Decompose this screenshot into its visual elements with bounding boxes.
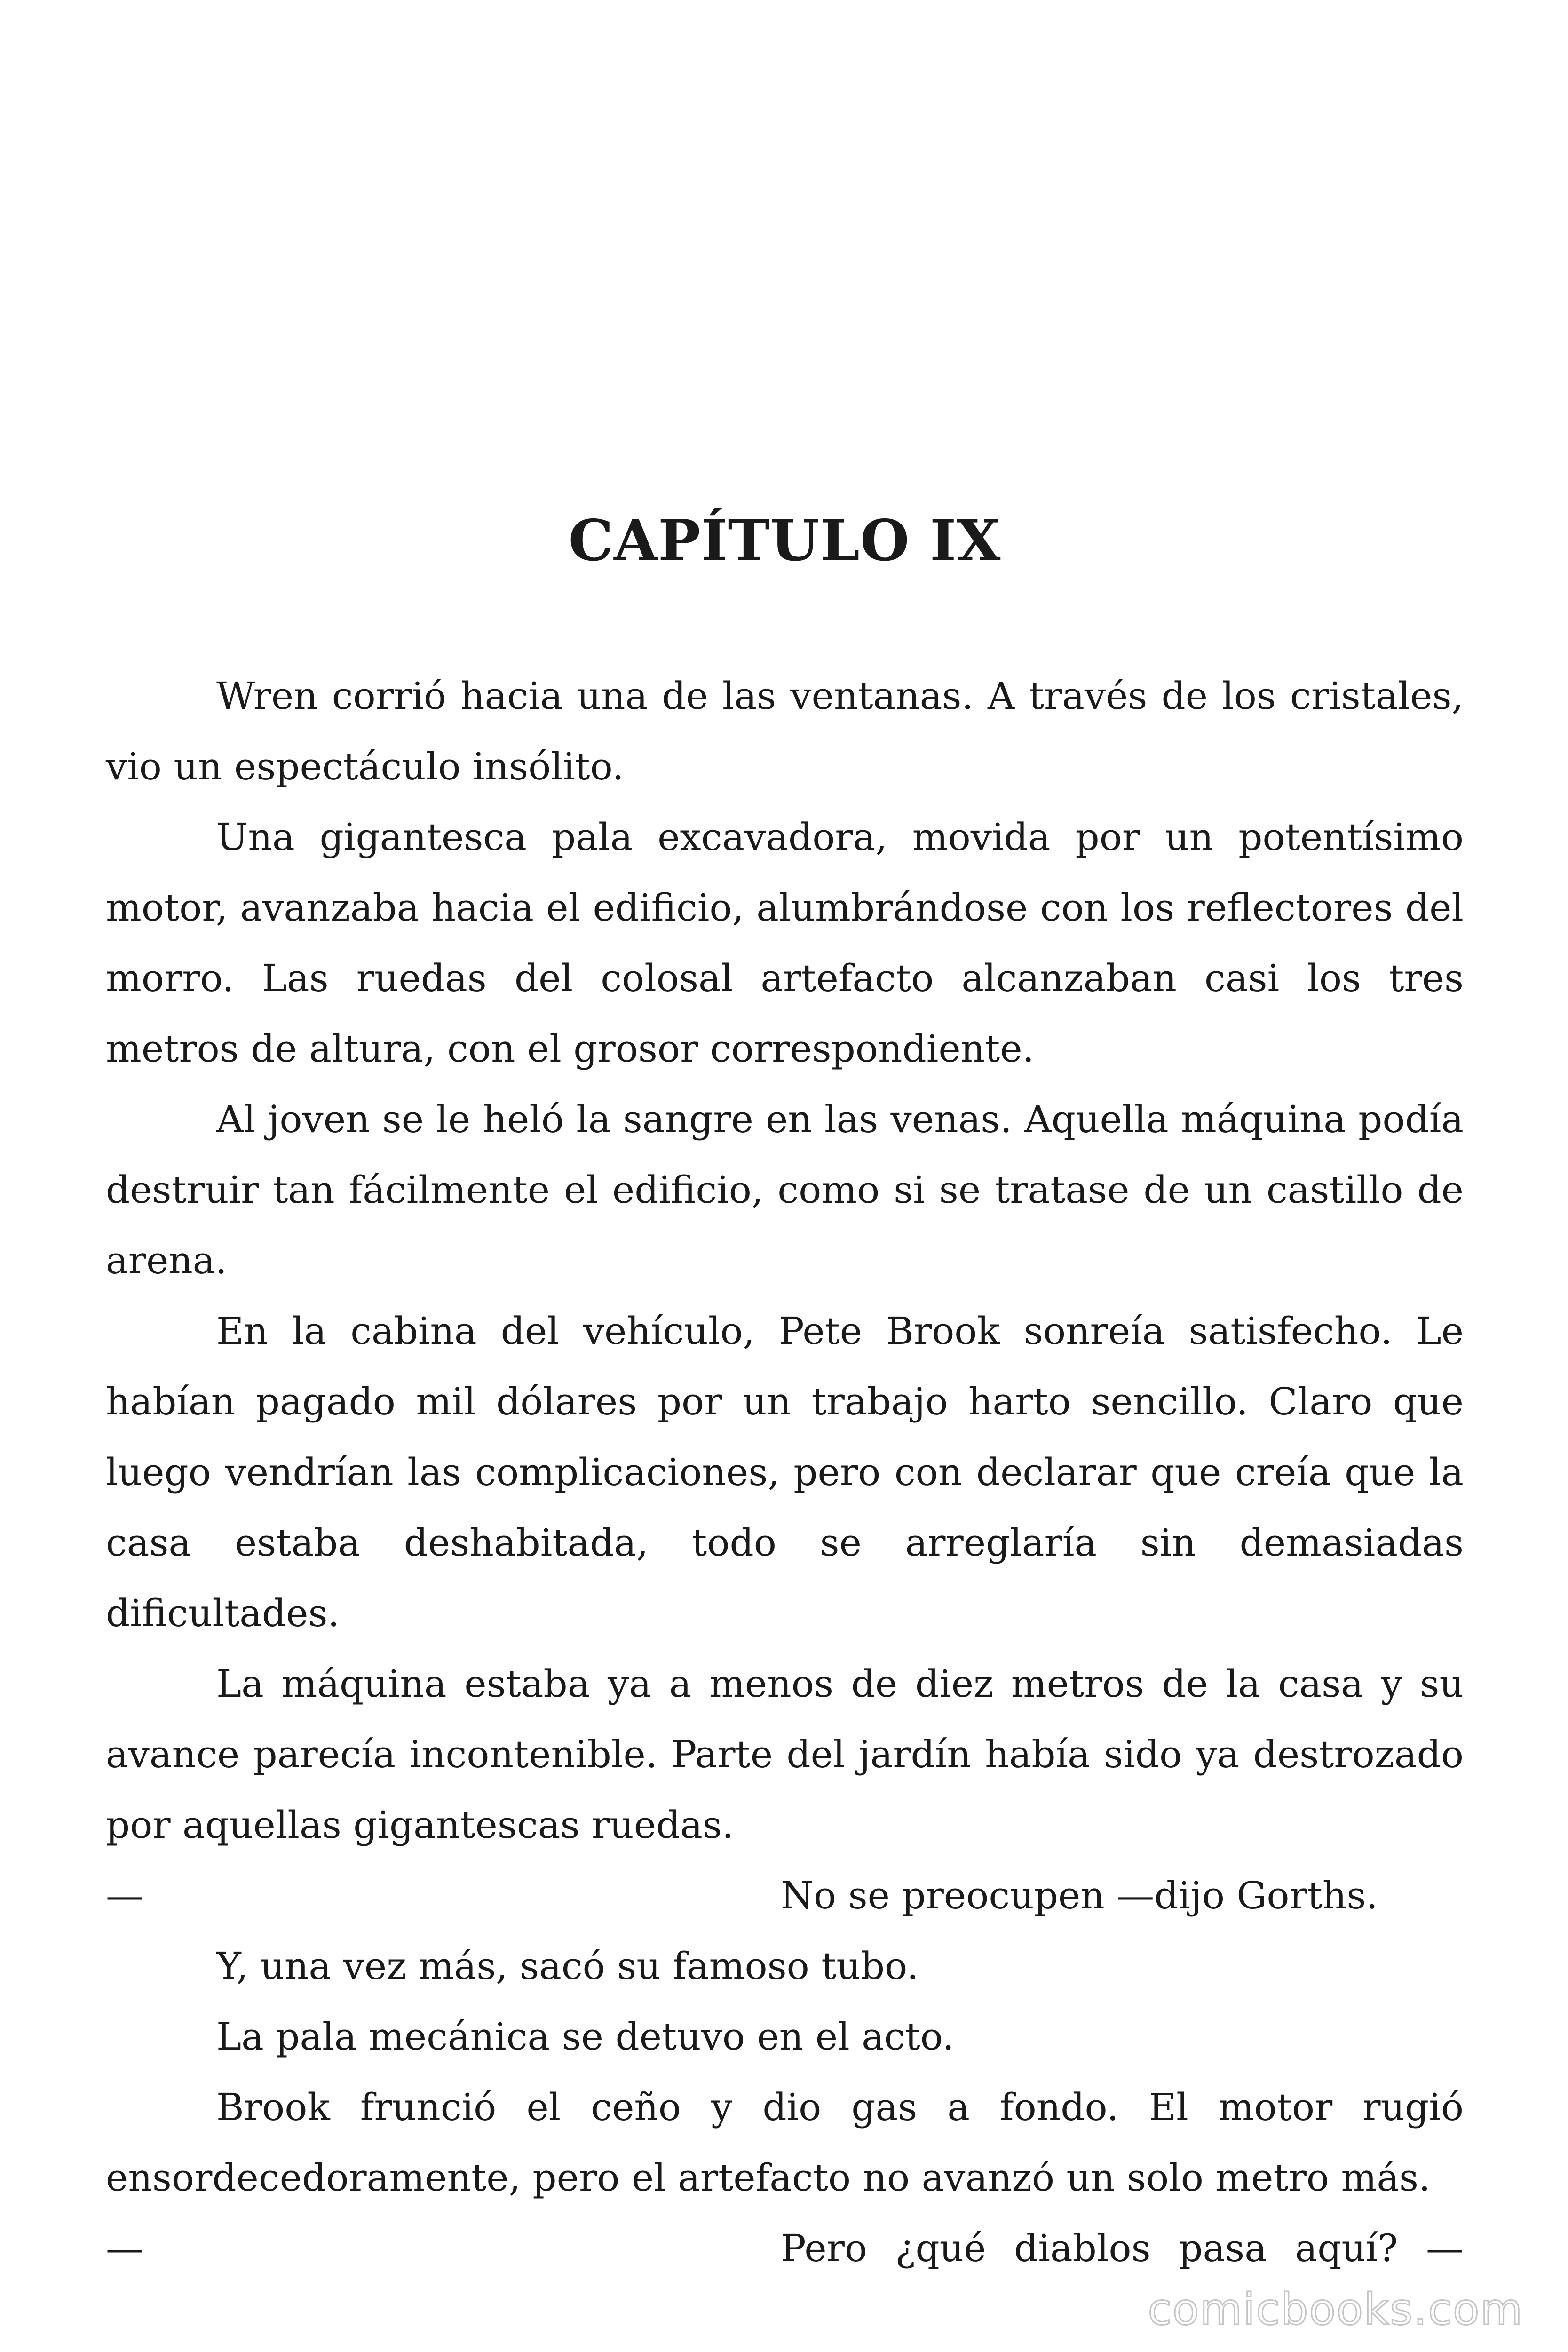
paragraph: En la cabina del vehículo, Pete Brook sonreía satisfecho. Le habían pagado mil dólares por un trabajo harto sencillo. Claro que luego vendrían las complicaciones, pero con declarar que creía que la casa estaba deshabitada, todo se arreglaría sin demasiadas dificultades. <box>106 1309 1464 1635</box>
paragraph: Wren corrió hacia una de las ventanas. A través de los cristales, vio un espectáculo insólito. <box>106 674 1464 788</box>
paragraph: La máquina estaba ya a menos de diez metros de la casa y su avance parecía incontenible. Parte del jardín había sido ya destrozado por aquellas gigantescas ruedas. <box>106 1662 1464 1847</box>
dialog-dash: — <box>106 2226 143 2270</box>
paragraph: Al joven se le heló la sangre en las venas. Aquella máquina podía destruir tan fácilmente el edificio, como si se tratase de un castillo de arena. <box>106 1097 1464 1282</box>
dialog-text: Pero ¿qué diablos pasa aquí? — <box>781 2226 1464 2270</box>
dialog-line <box>106 1860 1464 1931</box>
paragraph: La pala mecánica se detuvo en el acto. <box>216 2015 954 2058</box>
dialog-dash: — <box>106 1874 143 1917</box>
chapter-title: CAPÍTULO IX <box>568 508 1001 574</box>
paragraph: Brook frunció el ceño y dio gas a fondo. El motor rugió ensordecedoramente, pero el artefacto no avanzó un solo metro más. <box>106 2085 1464 2200</box>
dialog-text: No se preocupen —dijo Gorths. <box>781 1874 1378 1917</box>
paragraph: Y, una vez más, sacó su famoso tubo. <box>216 1944 919 1988</box>
dialog-line <box>106 2213 1464 2284</box>
chapter-body <box>106 661 1464 2284</box>
page-content <box>106 0 1464 2352</box>
paragraph: Una gigantesca pala excavadora, movida por un potentísimo motor, avanzaba hacia el edificio, alumbrándose con los reflectores del morro. Las ruedas del colosal artefacto alcanzaban casi los tres metros de altura, con el grosor correspondiente. <box>106 815 1464 1071</box>
watermark-logo: comicbooks.com <box>1148 2284 1523 2335</box>
